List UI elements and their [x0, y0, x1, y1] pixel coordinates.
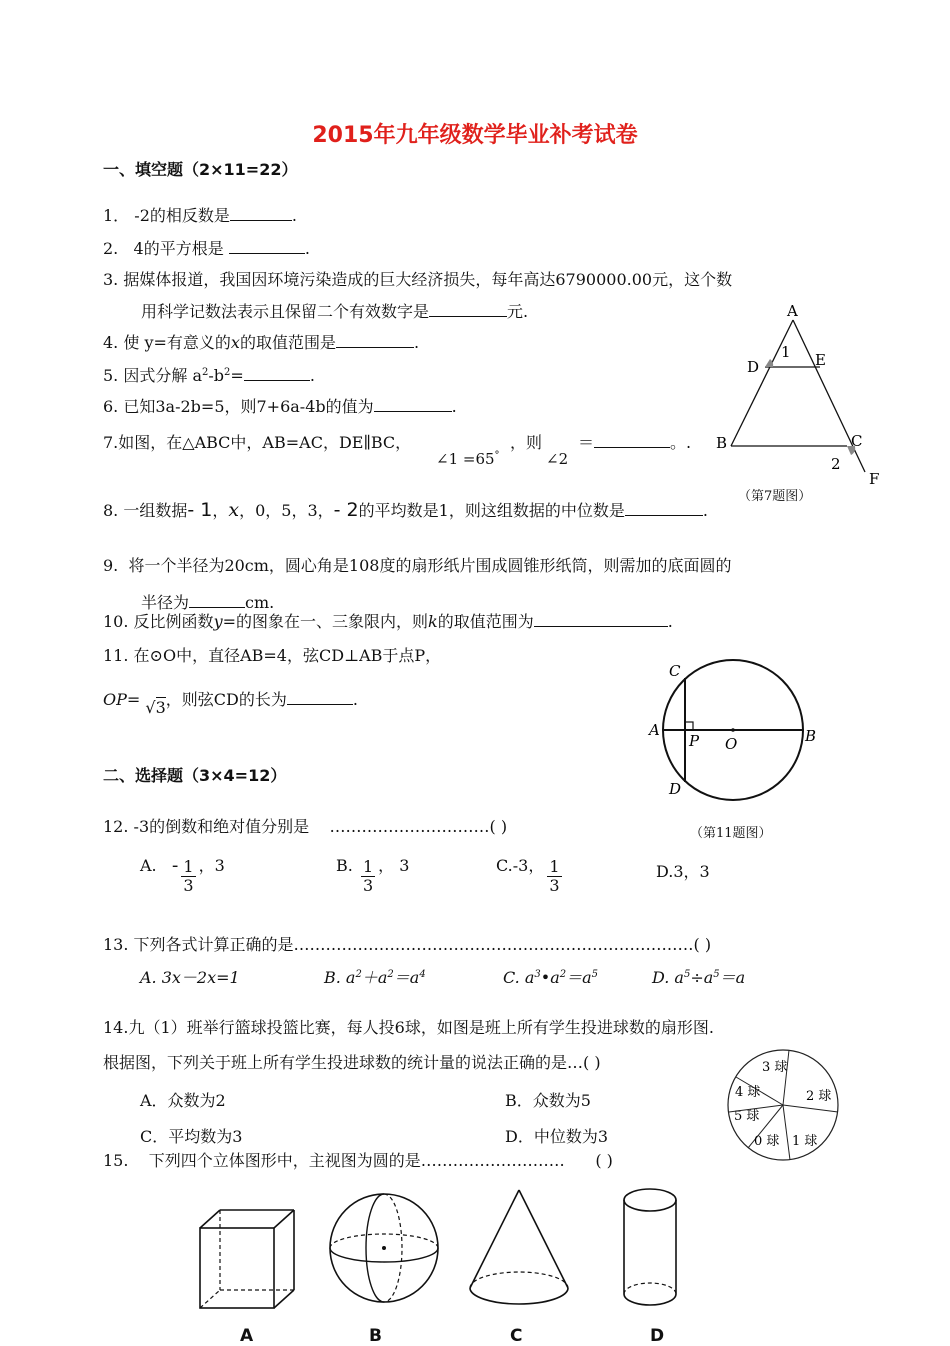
fig11-label-c: C [669, 662, 681, 680]
q12-c-label: C.-3， [496, 856, 545, 875]
q12-option-d[interactable]: D.3，3 [656, 862, 710, 881]
q7-answer [578, 433, 691, 453]
fig11-label-b: B [805, 727, 817, 745]
q12-a-neg: - [171, 855, 179, 876]
fig11-label-o: O [725, 735, 738, 753]
fig11-label-d: D [669, 780, 682, 798]
q11-line2: ，则弦CD的长为 [165, 690, 287, 709]
solid-c-label: C [510, 1326, 523, 1346]
q1-answer-blank[interactable] [230, 206, 292, 221]
q5-exp1: 2 [202, 367, 209, 378]
q11-answer-blank[interactable] [287, 690, 353, 705]
fig7-label-2: 2 [831, 455, 841, 473]
question-1 [103, 206, 297, 226]
solid-b-label: B [369, 1326, 382, 1346]
solid-a-label: A [240, 1326, 254, 1346]
q13-option-c[interactable] [503, 968, 598, 991]
q12-c-den: 3 [549, 876, 560, 895]
q14-line2: 根据图，下列关于班上所有学生投进球数的统计量的说法正确的是… [103, 1053, 584, 1072]
q7-angle2: ∠2 [546, 450, 569, 468]
fig7-label-c: C [851, 432, 863, 450]
figure-7-triangle [715, 300, 880, 500]
pie-label-1: 1 球 [792, 1134, 818, 1149]
q9-line2: 半径为 [141, 593, 190, 612]
q7-angle1 [436, 449, 500, 472]
q8-minus1: - 1 [187, 499, 213, 521]
question-12 [103, 817, 507, 837]
q4-answer-blank[interactable] [336, 333, 414, 348]
question-2 [103, 239, 310, 259]
q10-number: 10. [103, 612, 129, 631]
question-7-line [103, 433, 411, 453]
fig11-label-a: A [649, 721, 660, 739]
q12-b-label: B. [336, 856, 353, 875]
fig7-label-a: A [787, 302, 798, 320]
q13-b-exp2: 2 [387, 969, 394, 980]
q15-text: 下列四个立体图形中，主视图为圆的是……………………… [148, 1151, 565, 1170]
q12-a-label: A. [140, 856, 157, 875]
q4-number: 4. [103, 333, 119, 352]
q8-comma2: ， [239, 501, 256, 520]
q5-number: 5. [103, 366, 119, 385]
q13-b-part1: B. a [324, 968, 356, 987]
q7-end: 。. [670, 433, 692, 452]
q3-answer-blank[interactable] [429, 302, 507, 317]
question-15 [103, 1151, 613, 1171]
q14-option-a[interactable]: A．众数为2 [140, 1091, 226, 1110]
q12-a-num: 1 [183, 857, 194, 876]
q8-end: . [702, 501, 708, 520]
question-4 [103, 333, 419, 353]
fig11-label-p: P [689, 732, 700, 750]
q14-option-c[interactable]: C．平均数为3 [140, 1127, 243, 1146]
fig7-label-e: E [815, 351, 826, 369]
q10-text3: 的取值范围为 [437, 612, 534, 631]
q13-b-exp1: 2 [355, 969, 362, 980]
q6-text: 已知3a-2b=5，则7+6a-4b的值为 [123, 397, 374, 416]
pie-label-5: 5 球 [734, 1109, 760, 1124]
solid-d-label: D [650, 1326, 665, 1346]
q11-line1: 在⊙O中，直径AB=4，弦CD⊥AB于点P， [133, 646, 442, 665]
fig7-label-f: F [869, 470, 880, 488]
fig11-caption: （第11题图） [690, 826, 772, 841]
q11-op: OP= [103, 690, 141, 709]
pie-label-3: 3 球 [762, 1060, 788, 1075]
q12-c-num: 1 [549, 857, 560, 876]
q10-answer-blank[interactable] [534, 612, 668, 627]
q7-angle1-value: ∠1 =65 [436, 450, 495, 468]
q9-number: 9. [103, 556, 119, 575]
q13-b-part3: ＝a [393, 968, 420, 987]
solid-c-cone[interactable] [467, 1188, 571, 1308]
q14-number: 14. [103, 1018, 129, 1037]
section-2-heading: 二、选择题（3×4=12） [103, 766, 287, 785]
q8-text1: 一组数据 [123, 501, 188, 520]
q13-d-part2: ÷a [690, 968, 714, 987]
q13-option-d[interactable] [652, 968, 745, 991]
q12-option-b[interactable] [336, 858, 409, 895]
q14-option-d[interactable]: D．中位数为3 [505, 1127, 609, 1146]
q4-text2: 的取值范围是 [239, 333, 336, 352]
question-10 [103, 612, 673, 632]
question-3-line2 [141, 302, 528, 322]
question-14-line2 [103, 1053, 601, 1073]
q1-number: 1． [103, 206, 130, 225]
q7-eq: ＝ [578, 433, 595, 452]
q8-text2: 的平均数是1，则这组数据的中位数是 [358, 501, 625, 520]
q8-number: 8. [103, 501, 119, 520]
q13-c-part1: C. a [503, 968, 535, 987]
solid-b-sphere[interactable] [328, 1190, 440, 1308]
q9-line1: 将一个半径为20cm，圆心角是108度的扇形纸片围成圆锥形纸筒，则需加的底面圆的 [128, 556, 732, 575]
q2-number: 2. [103, 239, 119, 258]
q12-a-rest: ，3 [198, 856, 225, 875]
q3-number: 3. [103, 270, 119, 289]
q13-c-exp1: 3 [534, 969, 541, 980]
q13-b-exp3: 4 [419, 969, 426, 980]
page-title: 2015年九年级数学毕业补考试卷 [312, 123, 638, 148]
q8-comma1: ， [212, 501, 229, 520]
q12-c-fraction [547, 858, 561, 895]
question-5 [103, 366, 315, 389]
q13-c-part2: •a [540, 968, 560, 987]
q13-d-exp2: 5 [713, 969, 720, 980]
q11-sqrt: √3 [145, 698, 166, 717]
q5-eq: = [230, 366, 244, 385]
q8-mid: 0，5，3， [255, 501, 334, 520]
q5-mid: -b [208, 366, 225, 385]
q12-a-fraction [181, 858, 195, 895]
pie-label-0: 0 球 [754, 1134, 780, 1149]
q7-answer-blank[interactable] [594, 433, 670, 448]
solid-a-cube[interactable] [198, 1208, 298, 1313]
fig7-label-1: 1 [781, 343, 791, 361]
q12-b-fraction [361, 858, 375, 895]
q2-answer-blank[interactable] [229, 239, 305, 254]
q9-end: cm. [245, 593, 275, 612]
q12-b-den: 3 [362, 876, 374, 895]
q15-number: 15. [103, 1151, 129, 1170]
q4-var: x [230, 333, 240, 352]
q11-number: 11. [103, 646, 129, 665]
q10-k: k [428, 612, 438, 631]
q13-b-part2: ＋a [361, 968, 388, 987]
q2-end: . [304, 239, 310, 258]
question-13 [103, 935, 711, 955]
pie-label-4: 4 球 [735, 1085, 761, 1100]
q5-text: 因式分解 a [123, 366, 202, 385]
q14-line1: 九（1）班举行篮球投篮比赛，每人投6球，如图是班上所有学生投进球数的扇形图. [128, 1018, 714, 1037]
fig7-caption: （第7题图） [738, 489, 812, 504]
q13-c-exp3: 5 [591, 969, 599, 980]
q12-option-a[interactable] [140, 855, 225, 895]
q6-number: 6. [103, 397, 119, 416]
q7-text: 如图，在△ABC中，AB=AC，DE∥BC， [118, 433, 412, 452]
q12-number: 12. [103, 817, 129, 836]
q13-c-exp2: 2 [559, 969, 567, 980]
q13-paren: ) [699, 935, 712, 954]
solid-d-cylinder[interactable] [622, 1186, 682, 1311]
question-8 [103, 500, 708, 521]
q13-text: 下列各式计算正确的是…………………………………………………………………( [133, 935, 700, 954]
q5-answer-blank[interactable] [244, 366, 310, 381]
q3-line2: 用科学记数法表示且保留二个有效数字是 [141, 302, 430, 321]
fig7-label-b: B [716, 434, 728, 452]
q10-y: y [213, 612, 223, 631]
q12-paren: ) [495, 817, 508, 836]
q3-end: 元. [507, 302, 529, 321]
q8-minus2: - 2 [333, 499, 359, 521]
q12-a-den: 3 [183, 876, 194, 895]
q13-number: 13. [103, 935, 129, 954]
q7-number: 7. [103, 433, 119, 452]
q12-option-c[interactable] [496, 858, 565, 895]
question-9-line1 [103, 556, 731, 576]
q15-paren: ( ) [595, 1151, 613, 1170]
pie-label-2: 2 球 [806, 1089, 832, 1104]
q5-end: . [309, 366, 315, 385]
q10-text1: 反比例函数 [133, 612, 214, 631]
section-1-heading: 一、填空题（2×11=22） [103, 160, 298, 179]
fig7-label-d: D [747, 358, 760, 376]
q7-degree: ° [494, 450, 500, 461]
q8-x: x [228, 499, 240, 521]
q9-answer-blank[interactable] [189, 593, 245, 608]
q13-d-part1: D. a [652, 968, 684, 987]
q7-sep: ，则 [510, 433, 543, 452]
q13-option-b[interactable] [324, 968, 426, 991]
q12-dots: …………………………( [329, 817, 496, 836]
question-3-line1 [103, 270, 732, 290]
q1-end: . [291, 206, 297, 225]
q10-end: . [667, 612, 673, 631]
figure-11-circle [645, 660, 825, 810]
q14-option-b[interactable]: B．众数为5 [505, 1091, 591, 1110]
q1-text: -2的相反数是 [134, 206, 230, 225]
question-6 [103, 397, 457, 417]
q11-end: . [352, 690, 358, 709]
question-9-line2 [141, 593, 274, 613]
q4-end: . [413, 333, 420, 352]
q12-text: -3的倒数和绝对值分别是 [133, 817, 310, 836]
question-14-line1 [103, 1018, 714, 1038]
q6-end: . [451, 397, 457, 416]
question-11-line1 [103, 646, 441, 666]
q13-option-a[interactable]: A. 3x－2x=1 [140, 968, 240, 987]
q6-answer-blank[interactable] [374, 397, 452, 412]
q5-exp2: 2 [224, 367, 231, 378]
q4-text1: 使 y=有意义的 [123, 333, 231, 352]
q13-c-part3: ＝a [566, 968, 592, 987]
question-11-line2 [103, 690, 358, 717]
q3-line1: 据媒体报道，我国因环境污染造成的巨大经济损失，每年高达6790000.00元，这个数 [123, 270, 733, 289]
q10-text2: =的图象在一、三象限内，则 [222, 612, 429, 631]
q13-d-exp1: 5 [683, 969, 691, 980]
q12-b-rest: ， 3 [378, 856, 410, 875]
q13-d-part3: ＝a [719, 968, 746, 987]
figure-14-pie [726, 1048, 840, 1162]
q8-answer-blank[interactable] [625, 501, 703, 516]
q2-text: 4的平方根是 [133, 239, 224, 258]
q12-b-num: 1 [362, 857, 374, 876]
q11-sqrt-value: 3 [155, 698, 166, 717]
q14-paren: ( ) [583, 1053, 601, 1072]
